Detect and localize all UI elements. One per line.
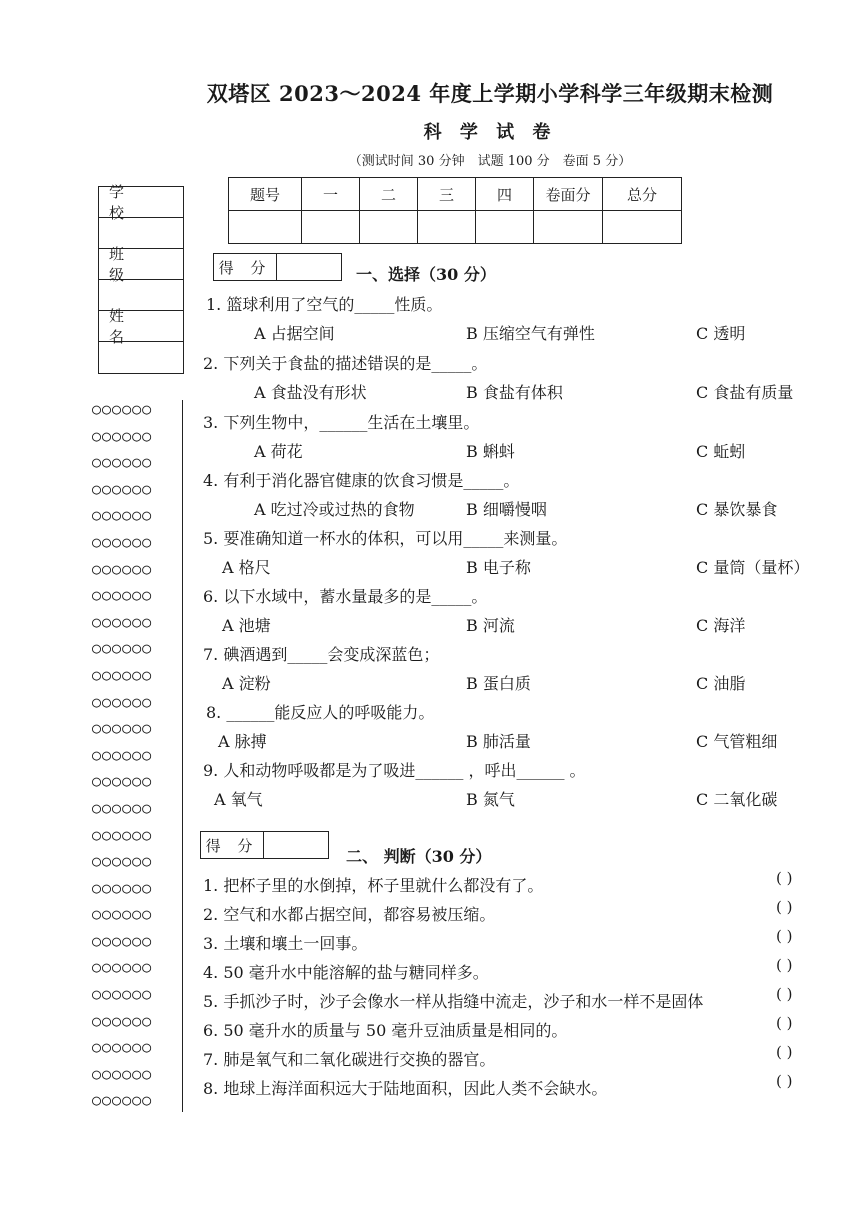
- name-label: 姓 名: [99, 311, 183, 342]
- choice-option[interactable]: C 透明: [696, 324, 746, 343]
- student-info-box: [98, 183, 184, 374]
- choice-option[interactable]: C 蚯蚓: [696, 442, 746, 461]
- choice-option[interactable]: A 食盐没有形状: [254, 383, 367, 402]
- seal-dot-row: ○○○○○○: [92, 931, 153, 950]
- answer-parentheses[interactable]: ( ): [776, 985, 793, 1003]
- section2-score-box: [200, 831, 329, 859]
- choice-option[interactable]: B 肺活量: [466, 732, 531, 751]
- seal-dot-row: ○○○○○○: [92, 612, 153, 631]
- answer-parentheses[interactable]: ( ): [776, 1014, 793, 1032]
- answer-parentheses[interactable]: ( ): [776, 869, 793, 887]
- choice-option[interactable]: C 食盐有质量: [696, 383, 794, 402]
- choice-option[interactable]: B 食盐有体积: [466, 383, 563, 402]
- score-cell[interactable]: [476, 211, 534, 244]
- seal-dot-row: ○○○○○○: [92, 586, 153, 605]
- choice-option[interactable]: C 量筒（量杯）: [696, 558, 810, 577]
- seal-dot-row: ○○○○○○: [92, 532, 153, 551]
- score-header-cell: 四: [476, 178, 534, 211]
- seal-dot-row: ○○○○○○: [92, 719, 153, 738]
- choice-question: 9. 人和动物呼吸都是为了吸进______ ，呼出______ 。: [203, 761, 586, 780]
- score-table: [228, 177, 682, 244]
- score-header-cell: 总分: [603, 178, 682, 211]
- choice-question: 3. 下列生物中，______生活在土壤里。: [203, 413, 480, 432]
- judgement-item: 4. 50 毫升水中能溶解的盐与糖同样多。: [203, 963, 489, 982]
- seal-dot-row: ○○○○○○: [92, 426, 153, 445]
- choice-question: 5. 要准确知道一杯水的体积，可以用_____来测量。: [203, 529, 568, 548]
- seal-dot-row: ○○○○○○: [92, 1011, 153, 1030]
- section1-heading: 一、选择（30 分）: [356, 265, 496, 284]
- choice-option[interactable]: B 河流: [466, 616, 515, 635]
- score-cell[interactable]: [229, 211, 302, 244]
- choice-question: 1. 篮球利用了空气的_____性质。: [206, 295, 443, 314]
- judgement-item: 2. 空气和水都占据空间，都容易被压缩。: [203, 905, 496, 924]
- answer-parentheses[interactable]: ( ): [776, 956, 793, 974]
- section2-heading: 二、 判断（30 分）: [346, 847, 492, 866]
- choice-question: 6. 以下水域中，蓄水量最多的是_____。: [203, 587, 488, 606]
- choice-option[interactable]: B 压缩空气有弹性: [466, 324, 595, 343]
- score-header-cell: 卷面分: [534, 178, 603, 211]
- choice-option[interactable]: C 油脂: [696, 674, 746, 693]
- score-cell[interactable]: [360, 211, 418, 244]
- exam-note: （测试时间 30 分钟 试题 100 分 卷面 5 分）: [348, 154, 632, 169]
- choice-option[interactable]: C 海洋: [696, 616, 746, 635]
- seal-dot-row: ○○○○○○: [92, 453, 153, 472]
- seal-dot-row: ○○○○○○: [92, 958, 153, 977]
- choice-question: 7. 碘酒遇到_____会变成深蓝色；: [203, 645, 440, 664]
- choice-option[interactable]: A 氧气: [214, 790, 263, 809]
- judgement-item: 1. 把杯子里的水倒掉，杯子里就什么都没有了。: [203, 876, 544, 895]
- seal-dot-row: ○○○○○○: [92, 692, 153, 711]
- seal-dot-row: ○○○○○○: [92, 506, 153, 525]
- section2-score-field[interactable]: [264, 832, 328, 858]
- seal-dot-row: ○○○○○○: [92, 985, 153, 1004]
- answer-parentheses[interactable]: ( ): [776, 1072, 793, 1090]
- choice-option[interactable]: A 池塘: [222, 616, 271, 635]
- score-header-cell: 三: [418, 178, 476, 211]
- seal-dot-row: ○○○○○○: [92, 745, 153, 764]
- seal-dot-row: ○○○○○○: [92, 798, 153, 817]
- choice-option[interactable]: B 氮气: [466, 790, 515, 809]
- choice-question: 8. ______能反应人的呼吸能力。: [206, 703, 435, 722]
- answer-parentheses[interactable]: ( ): [776, 1043, 793, 1061]
- school-label: 学 校: [99, 187, 183, 218]
- score-label: 得 分: [214, 254, 277, 280]
- judgement-item: 3. 土壤和壤土一回事。: [203, 934, 368, 953]
- answer-parentheses[interactable]: ( ): [776, 927, 793, 945]
- section1-score-field[interactable]: [277, 254, 341, 280]
- score-label: 得 分: [201, 832, 264, 858]
- class-label: 班 级: [99, 249, 183, 280]
- seal-dot-row: ○○○○○○: [92, 1091, 153, 1110]
- seal-dot-row: ○○○○○○: [92, 1038, 153, 1057]
- choice-option[interactable]: C 暴饮暴食: [696, 500, 778, 519]
- seal-dot-row: ○○○○○○: [92, 878, 153, 897]
- score-header-cell: 二: [360, 178, 418, 211]
- choice-option[interactable]: A 吃过冷或过热的食物: [254, 500, 415, 519]
- choice-option[interactable]: A 荷花: [254, 442, 303, 461]
- choice-option[interactable]: C 气管粗细: [696, 732, 778, 751]
- judgement-item: 7. 肺是氧气和二氧化碳进行交换的器官。: [203, 1050, 496, 1069]
- seal-dot-row: ○○○○○○: [92, 1064, 153, 1083]
- judgement-item: 5. 手抓沙子时，沙子会像水一样从指缝中流走，沙子和水一样不是固体: [203, 992, 704, 1011]
- section1-score-box: [213, 253, 342, 281]
- choice-option[interactable]: C 二氧化碳: [696, 790, 778, 809]
- choice-option[interactable]: B 电子称: [466, 558, 531, 577]
- choice-option[interactable]: B 蛋白质: [466, 674, 531, 693]
- exam-title: 双塔区 2023～2024 年度上学期小学科学三年级期末检测: [206, 81, 774, 106]
- exam-subtitle: 科 学 试 卷: [423, 122, 557, 143]
- choice-question: 4. 有利于消化器官健康的饮食习惯是_____。: [203, 471, 520, 490]
- choice-option[interactable]: B 细嚼慢咽: [466, 500, 547, 519]
- choice-option[interactable]: A 脉搏: [218, 732, 267, 751]
- choice-option[interactable]: B 蝌蚪: [466, 442, 515, 461]
- seal-dot-row: ○○○○○○: [92, 772, 153, 791]
- seal-dot-row: ○○○○○○: [92, 665, 153, 684]
- seal-dot-row: ○○○○○○: [92, 479, 153, 498]
- score-cell[interactable]: [534, 211, 603, 244]
- score-header-cell: 题号: [229, 178, 302, 211]
- score-cell[interactable]: [603, 211, 682, 244]
- judgement-item: 6. 50 毫升水的质量与 50 毫升豆油质量是相同的。: [203, 1021, 568, 1040]
- seal-dot-row: ○○○○○○: [92, 639, 153, 658]
- score-header-cell: 一: [302, 178, 360, 211]
- choice-question: 2. 下列关于食盐的描述错误的是_____。: [203, 354, 488, 373]
- score-cell[interactable]: [418, 211, 476, 244]
- seal-dot-row: ○○○○○○: [92, 400, 153, 418]
- score-cell[interactable]: [302, 211, 360, 244]
- choice-option[interactable]: A 格尺: [222, 558, 271, 577]
- choice-option[interactable]: A 淀粉: [222, 674, 271, 693]
- seal-dot-row: ○○○○○○: [92, 852, 153, 871]
- seal-dot-row: ○○○○○○: [92, 905, 153, 924]
- choice-option[interactable]: A 占据空间: [254, 324, 335, 343]
- seal-dot-row: ○○○○○○: [92, 559, 153, 578]
- judgement-item: 8. 地球上海洋面积远大于陆地面积，因此人类不会缺水。: [203, 1079, 608, 1098]
- seal-dot-row: ○○○○○○: [92, 825, 153, 844]
- answer-parentheses[interactable]: ( ): [776, 898, 793, 916]
- seal-line-dots: [92, 400, 182, 1118]
- seal-line: [182, 400, 183, 1112]
